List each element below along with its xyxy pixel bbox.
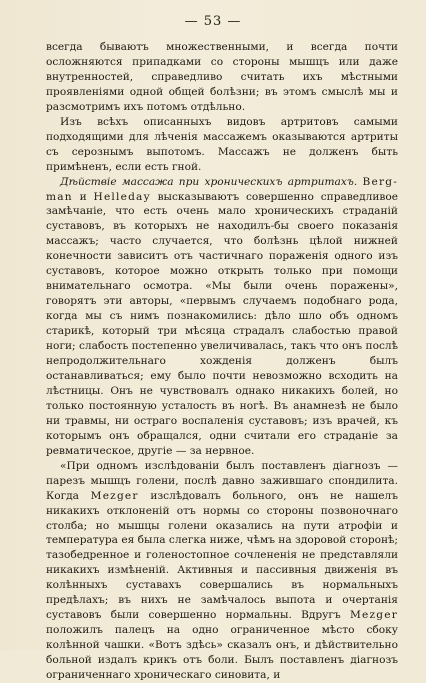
author-name-bergman: Berg- — [362, 175, 398, 188]
paragraph-3-text: высказываютъ совершенно справедливое замѣчаніе, что есть очень мало хроническихъ страданій суставовъ, въ которыхъ не находилъ-бы своего показанія массажъ; часто случается, что болѣзнь цѣлой нижней конечности зависитъ отъ частичнаго пораженія одного изъ суставовъ, которое можно открыть только при помощи внимательнаго осмотра. «Мы были очень поражены», говорятъ эти авторы, «первымъ случаемъ подобнаго рода, когда мы съ нимъ познакомились: дѣло шло объ одномъ старикѣ, который три мѣсяца страдалъ слабостью правой ноги; слабость постепенно увеличивалась, такъ что онъ послѣ непродолжительнаго хожденія долженъ былъ останавливаться; ему было почти невозможно всходить на лѣстницы. Онъ не чувствовалъ однако никакихъ болей, но только постоянную усталость въ ногѣ. Въ анамнезѣ не было ни травмы, ни остраго воспаленія суставовъ; изъ врачей, къ которымъ онъ обращался, одни считали его страданіе за ревматическое, другіе — за нервное. — [46, 190, 399, 457]
body-text — [46, 40, 398, 683]
conjunction: и — [79, 190, 87, 203]
page-number: — 53 — — [184, 14, 242, 29]
paragraph-3 — [46, 175, 398, 459]
paragraph-4-text-a: «При одномъ изслѣдованіи былъ поставленъ діагнозъ — парезъ мышцъ голени, послѣ давно зажившаго спондилита. Когда — [46, 459, 398, 502]
paragraph-4 — [46, 459, 398, 683]
author-name-mezger-2: Mezger — [349, 609, 398, 622]
author-name-helleday: Helleday — [93, 190, 151, 203]
paragraph-4-text-b: изслѣдовалъ больного, онъ не нашелъ никакихъ отклоненій отъ нормы со стороны позвоночнаго столба; но мышцы голени оказались на пути атрофіи и температура ея была слегка ниже, чѣмъ на здоровой сторонѣ; тазобедренное и голеностопное сочлененія не представляли никакихъ измѣненій. Активныя и пассивныя движенія въ колѣнныхъ суставахъ совершались въ нормальныхъ предѣлахъ; въ нихъ не замѣчалось выпота и очертанія суставовъ были совершенно нормальны. Вдругъ — [46, 489, 398, 622]
author-name-mezger: Mezger — [90, 489, 139, 502]
paragraph-1: всегда бываютъ множественными, и всегда почти осложняются припадками со стороны мышцъ или даже внутренностей, справедливо считать ихъ мѣстными проявленіями одной общей болѣзни; въ этомъ смыслѣ мы и разсмотримъ ихъ потомъ отдѣльно. — [46, 41, 398, 113]
section-heading: Дѣйствіе массажа при хроническихъ артритахъ. — [60, 175, 358, 188]
author-name-bergman-cont: man — [46, 190, 73, 203]
paragraph-4-text-c: положилъ палецъ на одно ограниченное мѣсто сбоку колѣнной чашки. «Вотъ здѣсь» сказалъ онъ, и дѣйствительно больной издалъ крикъ отъ боли. Былъ поставленъ діагнозъ ограниченнаго хроническаго синовита, и — [46, 624, 398, 682]
paragraph-2: Изъ всѣхъ описанныхъ видовъ артритовъ самыми подходящими для лѣченія массажемъ оказываются артриты съ серознымъ выпотомъ. Массажъ не долженъ быть примѣненъ, если есть гной. — [46, 115, 398, 173]
